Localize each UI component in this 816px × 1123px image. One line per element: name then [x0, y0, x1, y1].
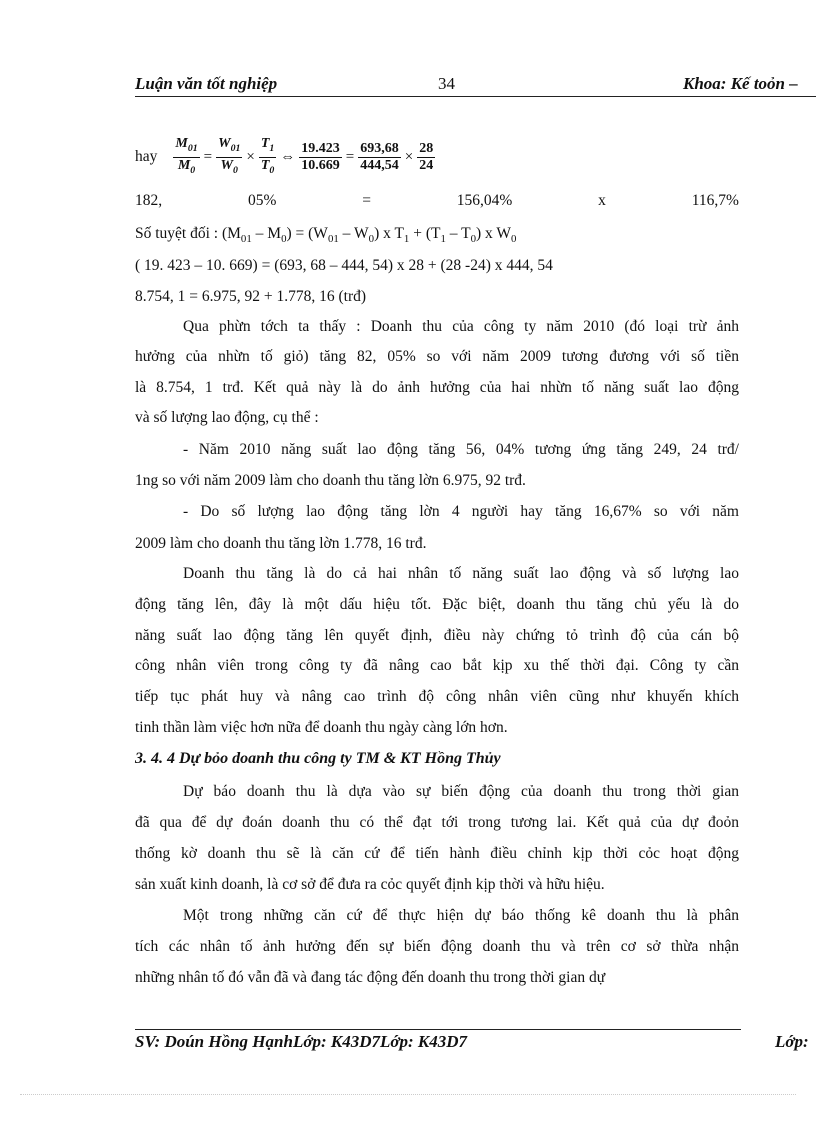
- calculation-result: 8.754, 1 = 6.975, 92 + 1.778, 16 (trđ): [135, 288, 367, 305]
- paragraph-line: - Do số lượng lao động tăng lờn 4 người hay tăng 16,67% so với năm: [183, 503, 739, 520]
- paragraph-line: 1ng so với năm 2009 làm cho doanh thu tăng lờn 6.975, 92 trđ.: [135, 472, 526, 489]
- paragraph-line: là 8.754, 1 trđ. Kết quả này là do ảnh hưởng của hai nhừn tố năng suất lao động: [135, 379, 739, 396]
- header-rule: [135, 96, 816, 97]
- paragraph-line: đã qua để dự đoán doanh thu có thể đạt tới trong tương lai. Kết quả của dự đoỏn: [135, 814, 739, 831]
- paragraph-line: Doanh thu tăng là do cả hai nhân tố năng suất lao động và số lượng lao: [183, 565, 739, 582]
- paragraph-line: Dự báo doanh thu là dựa vào sự biến động của doanh thu trong thời gian: [183, 783, 739, 800]
- paragraph-line: tiếp tục phát huy và nâng cao trình độ công nhân viên cũng như khuyến khích: [135, 688, 739, 705]
- absolute-difference-formula: Số tuyệt đối : $(M_{01} - M_0) = (W_{01} - W_0)$ x $T_1 + (T_1 - T_0)$ x $W_0$: [135, 225, 517, 246]
- paragraph-line: công nhân viên trong công ty đã nâng cao bắt kịp xu thế thời đại. Công ty cần: [135, 657, 739, 674]
- paragraph-line: Một trong những căn cứ để thực hiện dự báo thống kê doanh thu là phân: [183, 907, 739, 924]
- section-title: 3. 4. 4 Dự bỏo doanh thu công ty TM & KT Hồng Thủy: [135, 750, 501, 767]
- paragraph-line: tích các nhân tố ảnh hưởng đến sự biến động doanh thu và trên cơ sở thừa nhận: [135, 938, 739, 955]
- paragraph-line: động tăng lên, đây là một dấu hiệu tốt. Đặc biệt, doanh thu tăng chủ yếu là do: [135, 596, 739, 613]
- paragraph-line: thống kờ doanh thu sẽ là căn cứ để tiến hành điều chỉnh kịp thời cỏc hoạt động: [135, 845, 739, 862]
- fraction-productivity: $\frac{693,68}{444,54}$: [360, 140, 399, 173]
- fraction-w: $\frac{W_{01}}{W_0}$: [218, 136, 241, 176]
- footer-student: SV: Doún Hồng HạnhLớp: K43D7Lớp: K43D7: [135, 1032, 468, 1051]
- paragraph-line: Qua phừn tớch ta thấy : Doanh thu của công ty năm 2010 (đó loại trừ ảnh: [183, 318, 739, 335]
- footer-rule: [135, 1029, 741, 1030]
- paragraph-line: và số lượng lao động, cụ thể :: [135, 409, 319, 426]
- paragraph-line: những nhân tố đó vẫn đã và đang tác động đến doanh thu trong thời gian dự: [135, 969, 606, 986]
- fraction-labor: $\frac{28}{24}$: [419, 140, 434, 173]
- fraction-revenue: $\frac{19.423}{10.669}$: [301, 140, 340, 173]
- paragraph-line: 2009 làm cho doanh thu tăng lờn 1.778, 16 trđ.: [135, 535, 427, 552]
- paragraph-line: sản xuất kinh doanh, là cơ sở để đưa ra cỏc quyết định kịp thời và hữu hiệu.: [135, 876, 605, 893]
- header-title: Luận văn tốt nghiệp: [135, 74, 278, 93]
- ratio-formula: hay $\frac{M_{01}}{M_0}$ = $\frac{W_{01}}{W_0}$ × $\frac{T_1}{T_0}$ ⇔ $\frac{19.423}{10.669}$ = $\frac{693,68}{444,54}$ × $\frac{28}{24}$: [135, 136, 437, 179]
- page-number: 34: [438, 74, 455, 93]
- formula-prefix: hay: [135, 148, 158, 166]
- fraction-t: $\frac{T_1}{T_0}$: [260, 136, 275, 176]
- paragraph-line: - Năm 2010 năng suất lao động tăng 56, 04% tương ứng tăng 249, 24 trđ/: [183, 441, 739, 458]
- paragraph-line: hưởng của nhừn tố giỏ) tăng 82, 05% so với năm 2009 tương đương với số tiền: [135, 348, 739, 365]
- paragraph-line: năng suất lao động tăng lên quyết định, điều này chứng tỏ trình độ của cán bộ: [135, 627, 739, 644]
- ratio-row: 182, 05% = 156,04% x 116,7%: [135, 192, 739, 209]
- footer-class: Lớp:: [775, 1032, 809, 1051]
- fraction-m: $\frac{M_{01}}{M_0}$: [175, 136, 198, 176]
- page-edge-divider: [20, 1094, 796, 1095]
- paragraph-line: tinh thần làm việc hơn nữa để doanh thu ngày càng lớn hơn.: [135, 719, 508, 736]
- header-department: Khoa: Kế toỏn –: [683, 74, 798, 93]
- calculation-line: ( 19. 423 – 10. 669) = (693, 68 – 444, 54) x 28 + (28 -24) x 444, 54: [135, 257, 553, 274]
